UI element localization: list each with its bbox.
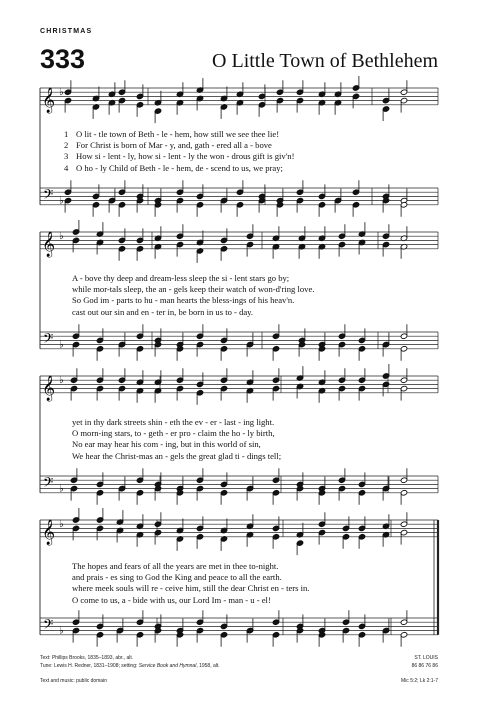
- flat-key-signature: ♭: [59, 483, 64, 495]
- lyric-line-1: yet in thy dark streets shin - eth the ev - er - last - ing light.: [72, 417, 275, 427]
- treble-clef: 𝄞: [42, 519, 56, 545]
- lyric-line-1: A - bove thy deep and dream-less sleep the si - lent stars go by;: [72, 273, 290, 283]
- meter: 86 86 76 86: [411, 663, 438, 669]
- treble-clef: 𝄞: [42, 375, 56, 401]
- flat-key-signature: ♭: [59, 519, 64, 531]
- verse-number: 3: [64, 151, 69, 162]
- tune-name: ST. LOUIS: [414, 655, 438, 661]
- lyric-line-2: while mor-tals sleep, the an - gels keep their watch of won-d'ring love.: [72, 284, 315, 295]
- lyric-line-4: We hear the Christ-mas an - gels the great glad ti - dings tell;: [72, 450, 282, 461]
- scripture-reference: Mic 5:2; Lk 2:1-7: [401, 678, 438, 684]
- lyric-line-2: O morn-ing stars, to - geth - er pro - claim the ho - ly birth,: [72, 428, 275, 439]
- rights-notice: Text and music: public domain: [40, 678, 107, 684]
- lyric-line-1: O lit - tle town of Beth - le - hem, how still we see thee lie!: [76, 129, 280, 139]
- verse-number: 1: [64, 129, 69, 139]
- lyric-line-3: So God im - parts to hu - man hearts the bless-ings of his heav'n.: [72, 295, 295, 306]
- lyric-line-3: No ear may hear his com - ing, but in this world of sin,: [72, 439, 261, 450]
- bass-clef: 𝄢: [43, 616, 54, 636]
- treble-clef: 𝄞: [42, 231, 56, 257]
- flat-key-signature: ♭: [59, 87, 64, 99]
- lyric-line-4: O come to us, a - bide with us, our Lord Im - man - u - el!: [72, 594, 271, 605]
- flat-key-signature: ♭: [59, 375, 64, 387]
- hymn-title: O Little Town of Bethlehem: [212, 50, 438, 72]
- flat-key-signature: ♭: [59, 231, 64, 243]
- lyric-line-2: and prais - es sing to God the King and peace to all the earth.: [72, 572, 282, 583]
- lyric-line-3: where meek souls will re - ceive him, still the dear Christ en - ters in.: [72, 583, 310, 594]
- hymn-number: 333: [40, 44, 86, 74]
- lyric-line-2: For Christ is born of Mar - y, and, gath - ered all a - bove: [76, 140, 272, 151]
- bass-clef: 𝄢: [43, 186, 54, 206]
- text-credit: Text: Phillips Brooks, 1835–1893, abr., alt.: [40, 655, 134, 661]
- lyric-line-1: The hopes and fears of all the years are met in thee to-night.: [72, 561, 279, 571]
- bass-clef: 𝄢: [43, 474, 54, 494]
- lyric-line-3: How si - lent - ly, how si - lent - ly the won - drous gift is giv'n!: [76, 151, 295, 162]
- lyric-line-4: O ho - ly Child of Beth - le - hem, de - scend to us, we pray;: [76, 162, 283, 173]
- flat-key-signature: ♭: [59, 339, 64, 351]
- bass-clef: 𝄢: [43, 330, 54, 350]
- lyric-line-4: cast out our sin and en - ter in, be born in us to - day.: [72, 306, 254, 317]
- section-heading: CHRISTMAS: [40, 28, 93, 35]
- flat-key-signature: ♭: [59, 625, 64, 637]
- flat-key-signature: ♭: [59, 195, 64, 207]
- treble-clef: 𝄞: [42, 87, 56, 113]
- tune-credit: Tune: Lewis H. Redner, 1831–1908; setting: Service Book and Hymnal, 1958, alt.: [40, 663, 220, 669]
- verse-number: 4: [64, 162, 69, 173]
- verse-number: 2: [64, 140, 69, 151]
